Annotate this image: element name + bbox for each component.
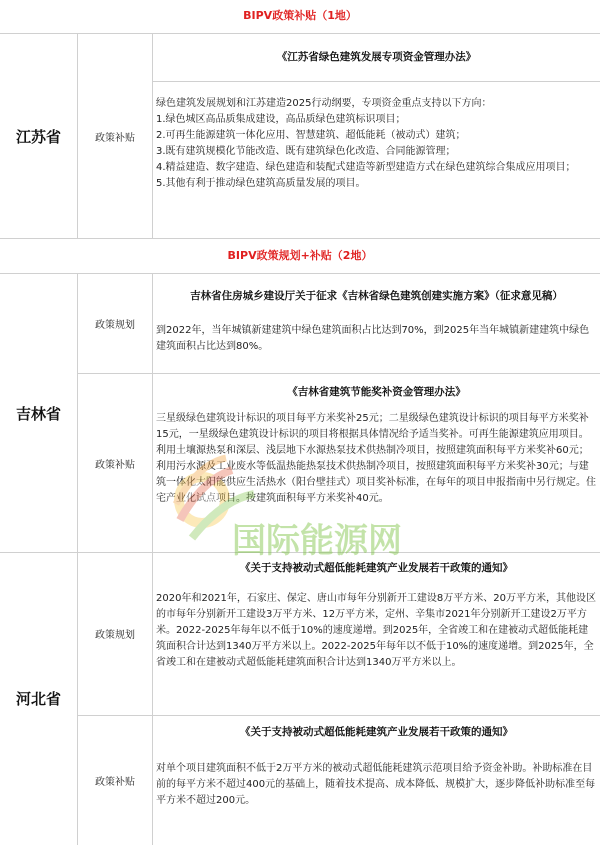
section-band-planning-subsidy bbox=[0, 238, 600, 274]
section-band-label: BIPV政策规划+补贴（2地） bbox=[227, 249, 373, 262]
policy-text: 到2022年，当年城镇新建建筑中绿色建筑面积占比达到70%，到2025年当年城镇新建建筑中绿色建筑面积占比达到80%。 bbox=[156, 325, 590, 352]
category-label: 政策补贴 bbox=[95, 132, 135, 144]
policy-line: 绿色建筑发展规划和江苏建造2025行动纲要，专项资金重点支持以下方向： bbox=[156, 98, 492, 109]
policy-line: 1.绿色城区高品质集成建设，高品质绿色建筑标识项目； bbox=[156, 114, 406, 125]
category-label: 政策补贴 bbox=[95, 459, 135, 471]
policy-title: 《吉林省建筑节能奖补资金管理办法》 bbox=[287, 386, 466, 398]
policy-title: 《江苏省绿色建筑发展专项资金管理办法》 bbox=[276, 51, 477, 63]
province-label: 江苏省 bbox=[15, 127, 61, 146]
section-band-label: BIPV政策补贴（1地） bbox=[243, 9, 357, 22]
province-label: 吉林省 bbox=[15, 404, 61, 423]
province-label: 河北省 bbox=[15, 690, 61, 708]
province-hebei bbox=[0, 552, 78, 845]
policy-body-cell bbox=[153, 82, 600, 238]
category-label: 政策规划 bbox=[95, 630, 135, 641]
policy-title-cell bbox=[153, 34, 600, 82]
policy-line: 5.其他有利于推动绿色建筑高质量发展的项目。 bbox=[156, 178, 366, 189]
policy-line: 3.既有建筑规模化节能改造、既有建筑绿色化改造、合同能源管理； bbox=[156, 146, 456, 157]
watermark-text: 国际能源网 bbox=[232, 521, 402, 561]
province-jilin bbox=[0, 274, 78, 552]
policy-line: 2.可再生能源建筑一体化应用、智慧建筑、超低能耗（被动式）建筑； bbox=[156, 130, 466, 141]
policy-text-jiangsu bbox=[153, 96, 600, 192]
province-jiangsu bbox=[0, 34, 78, 238]
policy-cell-hebei-subsidy bbox=[153, 716, 600, 845]
policy-title: 《关于支持被动式超低能耗建筑产业发展若干政策的通知》 bbox=[240, 562, 513, 574]
policy-text: 三星级绿色建筑设计标识的项目每平方米奖补25元；二星级绿色建筑设计标识的项目每平方米奖补15元，一星级绿色建筑设计标识的项目将根据具体情况给予适当奖补。可再生能源建筑应用项目。利用土壤源热泵和深层、浅层地下水源热泵技术供热制冷项目，按照建筑面积每平方米奖补60元；利用污水源及工业废水等低温热能热泵技术供热制冷项目，按照建筑面积每平方米奖补30元；与建筑一体化太阳能供应生活热水（阳台壁挂式）项目奖补标准，在每年的项目申报指南中另行规定。住宅产业化试点项目。按建筑面积每平方米奖补40元。 bbox=[156, 413, 596, 504]
category-subsidy bbox=[78, 374, 153, 552]
category-planning bbox=[78, 552, 153, 716]
category-subsidy bbox=[78, 716, 153, 845]
policy-title: 《关于支持被动式超低能耗建筑产业发展若干政策的通知》 bbox=[240, 726, 513, 738]
category-subsidy bbox=[78, 34, 153, 238]
policy-cell-jilin-subsidy bbox=[153, 374, 600, 552]
policy-text: 2020年和2021年，石家庄、保定、唐山市每年分别新开工建设8万平方米、20万平方米，其他设区的市每年分别新开工建设3万平方米、12万平方米，定州、辛集市2021年分别新开工建设2万平方米。2022-2025年每年以不低于10%的速度递增。到2025年，全省竣工和在建被动式超低能耗建筑面积合计达到1340万平方米以上。2022-2025年每年以不低于10%的速度递增。到2025年，全省竣工和在建被动式超低能耗建筑面积合计达到1340万平方米以上。 bbox=[156, 593, 596, 668]
category-label: 政策规划 bbox=[95, 320, 135, 331]
policy-cell-hebei-planning bbox=[153, 552, 600, 716]
policy-text: 对单个项目建筑面积不低于2万平方米的被动式超低能耗建筑示范项目给予资金补助。补助标准在目前的每平方米不超过400元的基础上，随着技术提高、成本降低、规模扩大，逐步降低补助标准至每平方米不超过200元。 bbox=[156, 763, 596, 806]
section-band-subsidy bbox=[0, 0, 600, 34]
category-label: 政策补贴 bbox=[95, 777, 135, 788]
policy-cell-jilin-planning bbox=[153, 274, 600, 374]
policy-line: 4.精益建造、数字建造、绿色建造和装配式建造等新型建造方式在绿色建筑综合集成应用项目； bbox=[156, 162, 576, 173]
category-planning bbox=[78, 274, 153, 374]
policy-title: 吉林省住房城乡建设厅关于征求《吉林省绿色建筑创建实施方案》（征求意见稿） bbox=[190, 290, 563, 302]
